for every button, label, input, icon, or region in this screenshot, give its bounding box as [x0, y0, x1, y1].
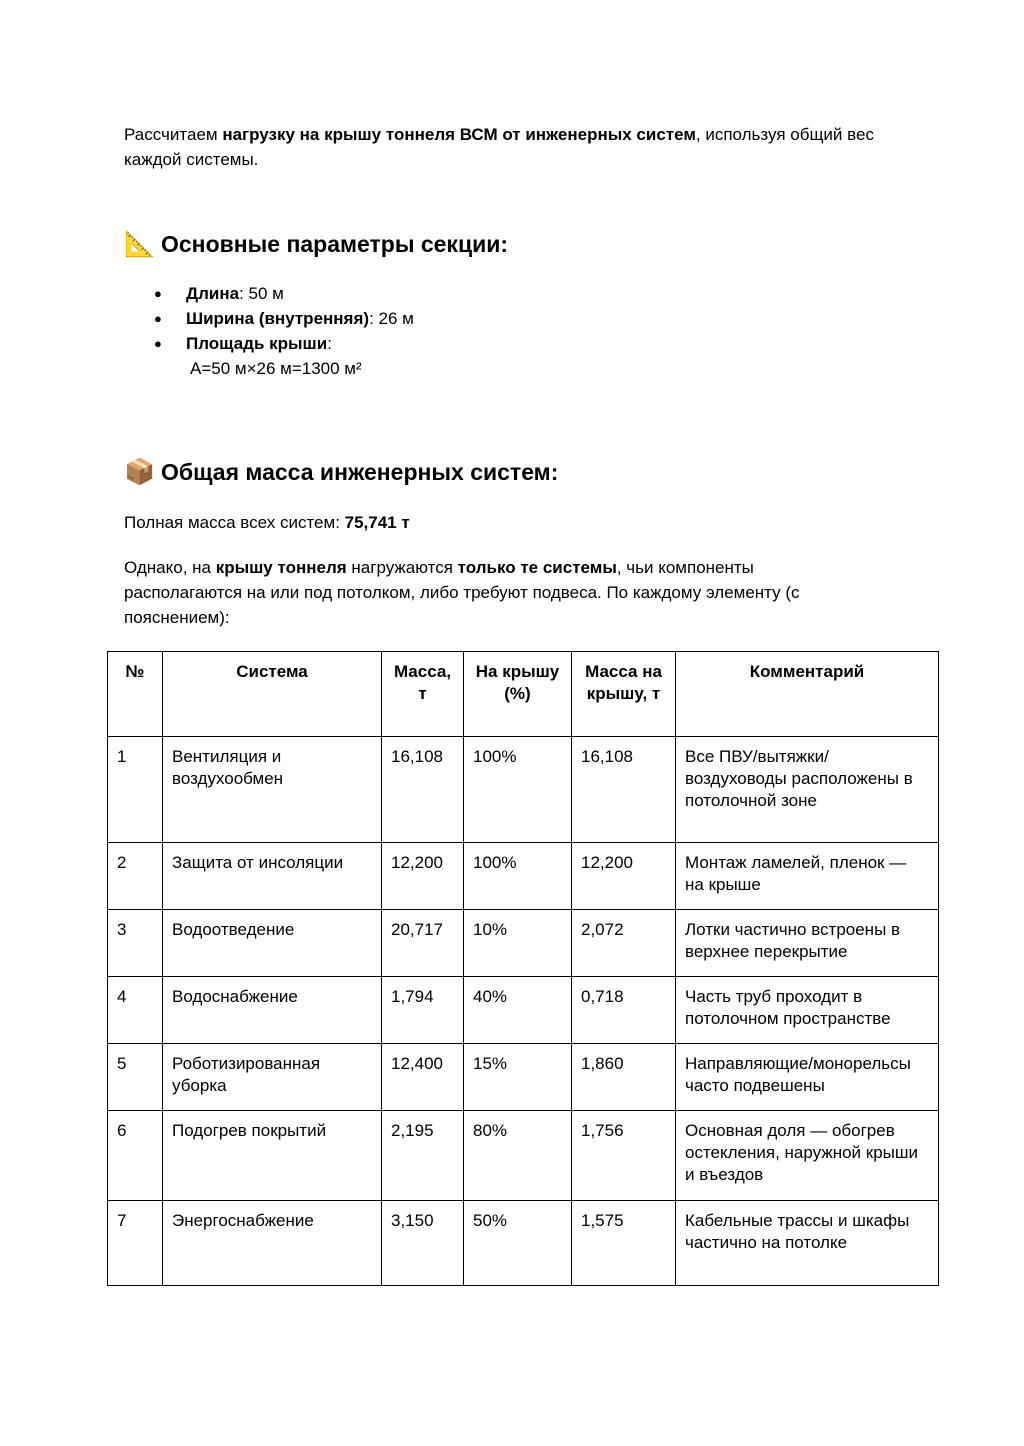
cell-comment: Основная доля — обогрев остекления, наружной крыши и въездов	[676, 1111, 939, 1201]
cell-number: 1	[108, 737, 163, 843]
note-text: , чьи компоненты располагаются на или под потолком, либо требуют подвеса. По каждому элементу (с пояснением):	[124, 558, 800, 627]
section-params-heading	[124, 229, 508, 259]
triangular-ruler-icon: 📐	[124, 230, 156, 258]
cell-percent: 10%	[464, 910, 572, 977]
cell-mass: 12,400	[382, 1044, 464, 1111]
cell-system: Вентиляция и воздухообмен	[163, 737, 382, 843]
cell-comment: Направляющие/монорельсы часто подвешены	[676, 1044, 939, 1111]
intro-text-end: , используя общий вес каждой системы.	[124, 125, 874, 169]
table-row	[108, 910, 939, 977]
cell-mass: 20,717	[382, 910, 464, 977]
table-row	[108, 843, 939, 910]
header-comment: Комментарий	[676, 652, 939, 737]
param-label: Ширина (внутренняя)	[186, 309, 370, 328]
cell-system: Подогрев покрытий	[163, 1111, 382, 1201]
section-mass-title: Общая масса инженерных систем:	[161, 459, 559, 485]
params-list	[154, 281, 654, 356]
param-value: : 26 м	[369, 309, 414, 328]
header-mass: Масса, т	[382, 652, 464, 737]
total-mass-line	[124, 510, 410, 535]
cell-percent: 80%	[464, 1111, 572, 1201]
note-bold: крышу тоннеля	[215, 558, 347, 577]
cell-mass: 3,150	[382, 1201, 464, 1286]
cell-percent: 100%	[464, 737, 572, 843]
section-mass-heading	[124, 457, 558, 487]
cell-number: 6	[108, 1111, 163, 1201]
table-row	[108, 1201, 939, 1286]
table-row	[108, 737, 939, 843]
cell-percent: 40%	[464, 977, 572, 1044]
intro-paragraph	[124, 122, 884, 172]
cell-system: Водоотведение	[163, 910, 382, 977]
systems-table	[107, 651, 939, 1286]
bullet-icon: ●	[154, 336, 162, 351]
bullet-icon: ●	[154, 286, 162, 301]
cell-comment: Кабельные трассы и шкафы частично на потолке	[676, 1201, 939, 1286]
header-number: №	[108, 652, 163, 737]
cell-percent: 15%	[464, 1044, 572, 1111]
cell-roof-mass: 1,756	[572, 1111, 676, 1201]
cell-mass: 16,108	[382, 737, 464, 843]
bullet-icon: ●	[154, 311, 162, 326]
cell-roof-mass: 1,575	[572, 1201, 676, 1286]
param-value: :	[327, 334, 332, 353]
total-value: 75,741 т	[344, 513, 410, 532]
cell-roof-mass: 1,860	[572, 1044, 676, 1111]
note-text: Однако, на	[124, 558, 216, 577]
header-system: Система	[163, 652, 382, 737]
note-text: нагружаются	[346, 558, 458, 577]
cell-roof-mass: 0,718	[572, 977, 676, 1044]
table-row	[108, 1111, 939, 1201]
table-row	[108, 1044, 939, 1111]
cell-mass: 12,200	[382, 843, 464, 910]
cell-comment: Часть труб проходит в потолочном пространстве	[676, 977, 939, 1044]
note-paragraph	[124, 555, 864, 630]
cell-comment: Все ПВУ/вытяжки/воздуховоды расположены в потолочной зоне	[676, 737, 939, 843]
param-label: Площадь крыши	[186, 334, 328, 353]
header-roof-mass: Масса на крышу, т	[572, 652, 676, 737]
cell-roof-mass: 16,108	[572, 737, 676, 843]
table-row	[108, 977, 939, 1044]
intro-bold: нагрузку на крышу тоннеля ВСМ от инженерных систем	[222, 125, 696, 144]
cell-roof-mass: 2,072	[572, 910, 676, 977]
area-formula: A=50 м×26 м=1300 м²	[190, 359, 362, 378]
cell-system: Водоснабжение	[163, 977, 382, 1044]
list-item	[154, 281, 654, 306]
section-params-title: Основные параметры секции:	[161, 231, 509, 257]
cell-system: Защита от инсоляции	[163, 843, 382, 910]
param-value: : 50 м	[239, 284, 284, 303]
cell-roof-mass: 12,200	[572, 843, 676, 910]
cell-percent: 50%	[464, 1201, 572, 1286]
cell-system: Роботизированная уборка	[163, 1044, 382, 1111]
cell-comment: Лотки частично встроены в верхнее перекрытие	[676, 910, 939, 977]
cell-mass: 1,794	[382, 977, 464, 1044]
cell-number: 4	[108, 977, 163, 1044]
cell-system: Энергоснабжение	[163, 1201, 382, 1286]
param-label: Длина	[186, 284, 240, 303]
cell-comment: Монтаж ламелей, пленок — на крыше	[676, 843, 939, 910]
header-roof-percent: На крышу (%)	[464, 652, 572, 737]
list-item	[154, 306, 654, 331]
cell-number: 5	[108, 1044, 163, 1111]
intro-text: Рассчитаем	[124, 125, 223, 144]
cell-number: 3	[108, 910, 163, 977]
list-item	[154, 331, 654, 356]
cell-percent: 100%	[464, 843, 572, 910]
cell-number: 7	[108, 1201, 163, 1286]
cell-mass: 2,195	[382, 1111, 464, 1201]
total-label: Полная масса всех систем:	[124, 513, 345, 532]
note-bold: только те системы	[457, 558, 617, 577]
package-icon: 📦	[124, 458, 156, 486]
cell-number: 2	[108, 843, 163, 910]
table-header-row	[108, 652, 939, 737]
